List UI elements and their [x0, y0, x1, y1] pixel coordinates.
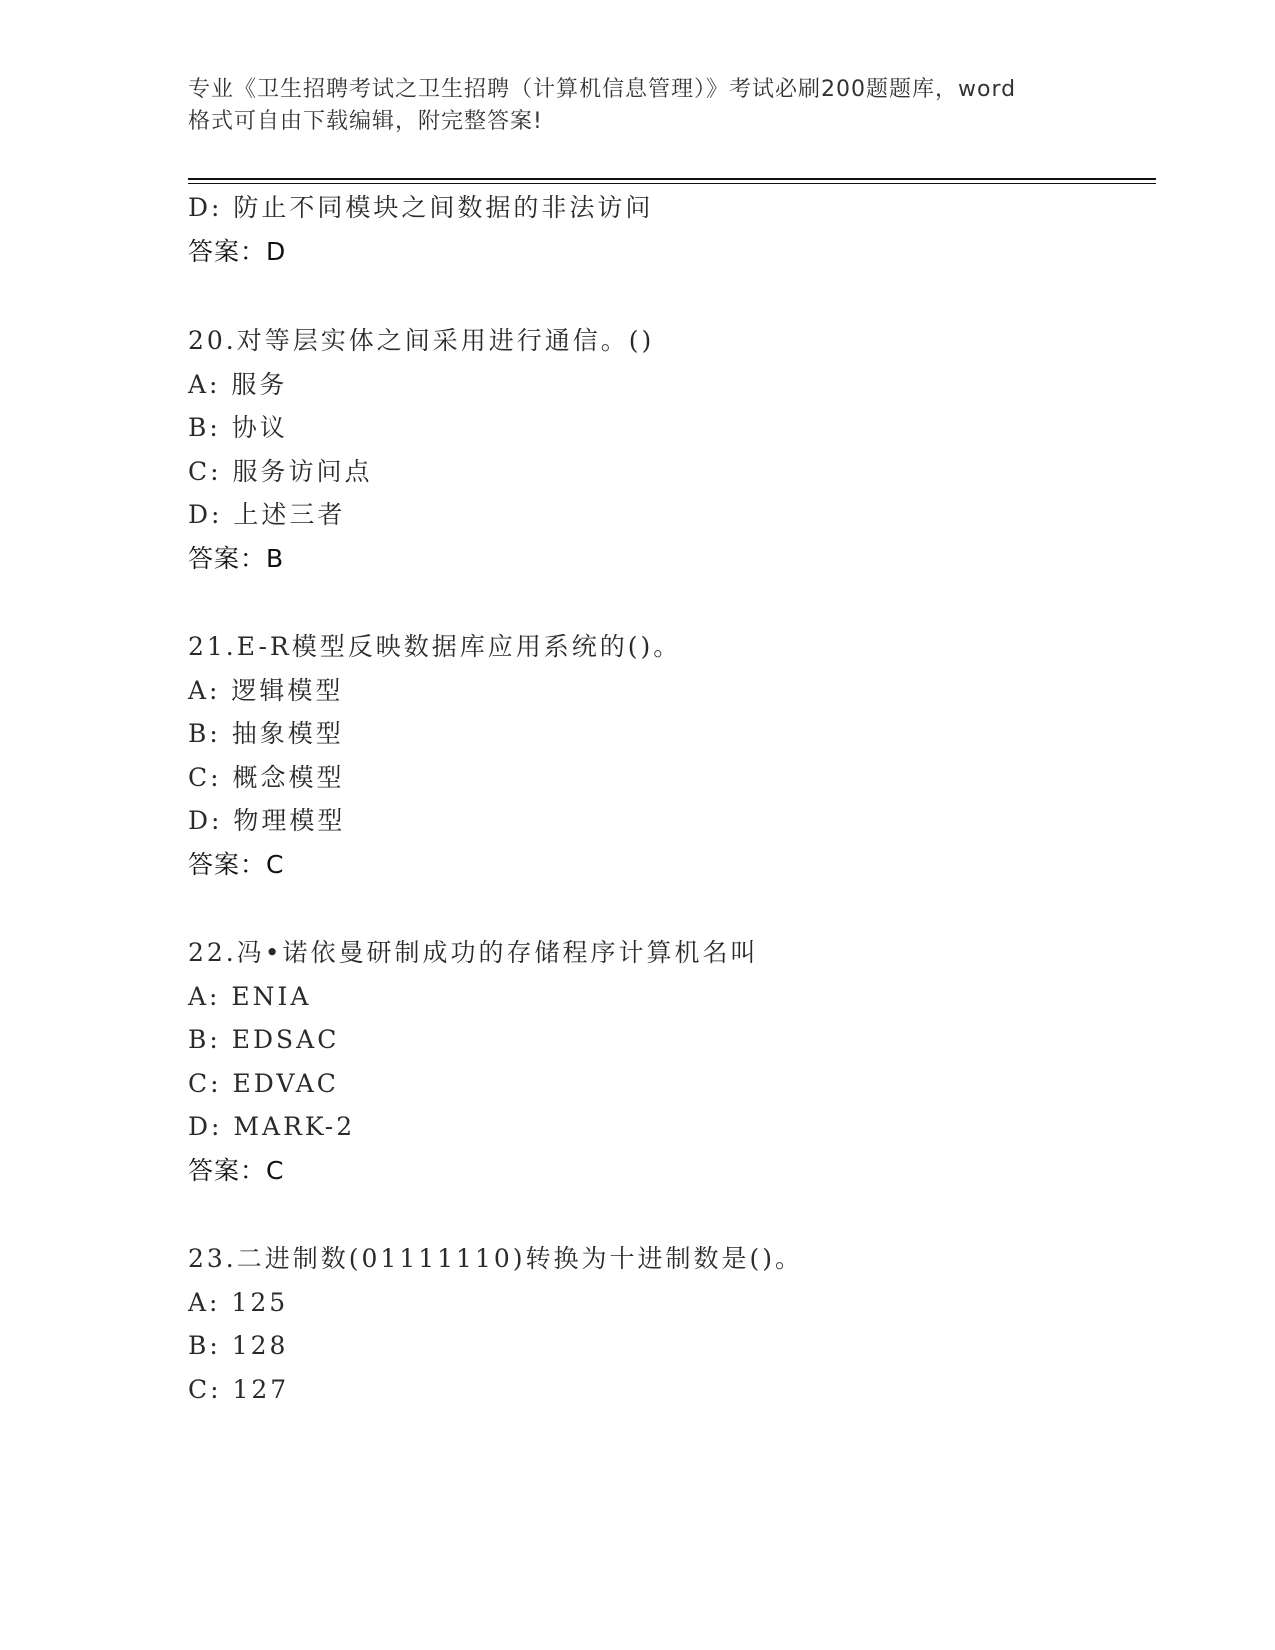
question-22-option-c: C: EDVAC [188, 1069, 339, 1098]
document-header [188, 74, 1088, 138]
question-20-option-d: D: 上述三者 [188, 500, 346, 529]
question-21-stem: 21.E-R模型反映数据库应用系统的()。 [188, 632, 682, 661]
question-21-option-a: A: 逻辑模型 [188, 676, 344, 705]
question-21-option-d: D: 物理模型 [188, 806, 346, 835]
question-22-option-d: D: MARK-2 [188, 1112, 356, 1141]
question-22-answer: 答案：C [188, 1156, 285, 1185]
question-20-option-a: A: 服务 [188, 370, 288, 399]
question-22-option-a: A: ENIA [188, 982, 312, 1011]
question-23-option-a: A: 125 [188, 1288, 289, 1317]
question-20-answer: 答案：B [188, 544, 285, 573]
prev-answer: 答案：D [188, 237, 287, 266]
question-21-option-b: B: 抽象模型 [188, 719, 344, 748]
prev-option-d: D: 防止不同模块之间数据的非法访问 [188, 193, 654, 222]
question-20-option-c: C: 服务访问点 [188, 457, 373, 486]
question-20-stem: 20.对等层实体之间采用进行通信。() [188, 326, 655, 355]
question-20-option-b: B: 协议 [188, 413, 288, 442]
header-line-1: 专业《卫生招聘考试之卫生招聘（计算机信息管理）》考试必刷200题题库，word [188, 77, 1017, 102]
question-21-answer: 答案：C [188, 850, 285, 879]
header-rule-thin [188, 183, 1156, 184]
header-rule-thick [188, 178, 1156, 180]
question-23-option-c: C: 127 [188, 1375, 290, 1404]
question-22-option-b: B: EDSAC [188, 1025, 340, 1054]
question-22-stem: 22.冯•诺依曼研制成功的存储程序计算机名叫 [188, 938, 759, 967]
question-23-option-b: B: 128 [188, 1331, 289, 1360]
header-line-2: 格式可自由下载编辑，附完整答案! [188, 109, 543, 134]
question-21-option-c: C: 概念模型 [188, 763, 345, 792]
question-23-stem: 23.二进制数(01111110)转换为十进制数是()。 [188, 1244, 804, 1273]
